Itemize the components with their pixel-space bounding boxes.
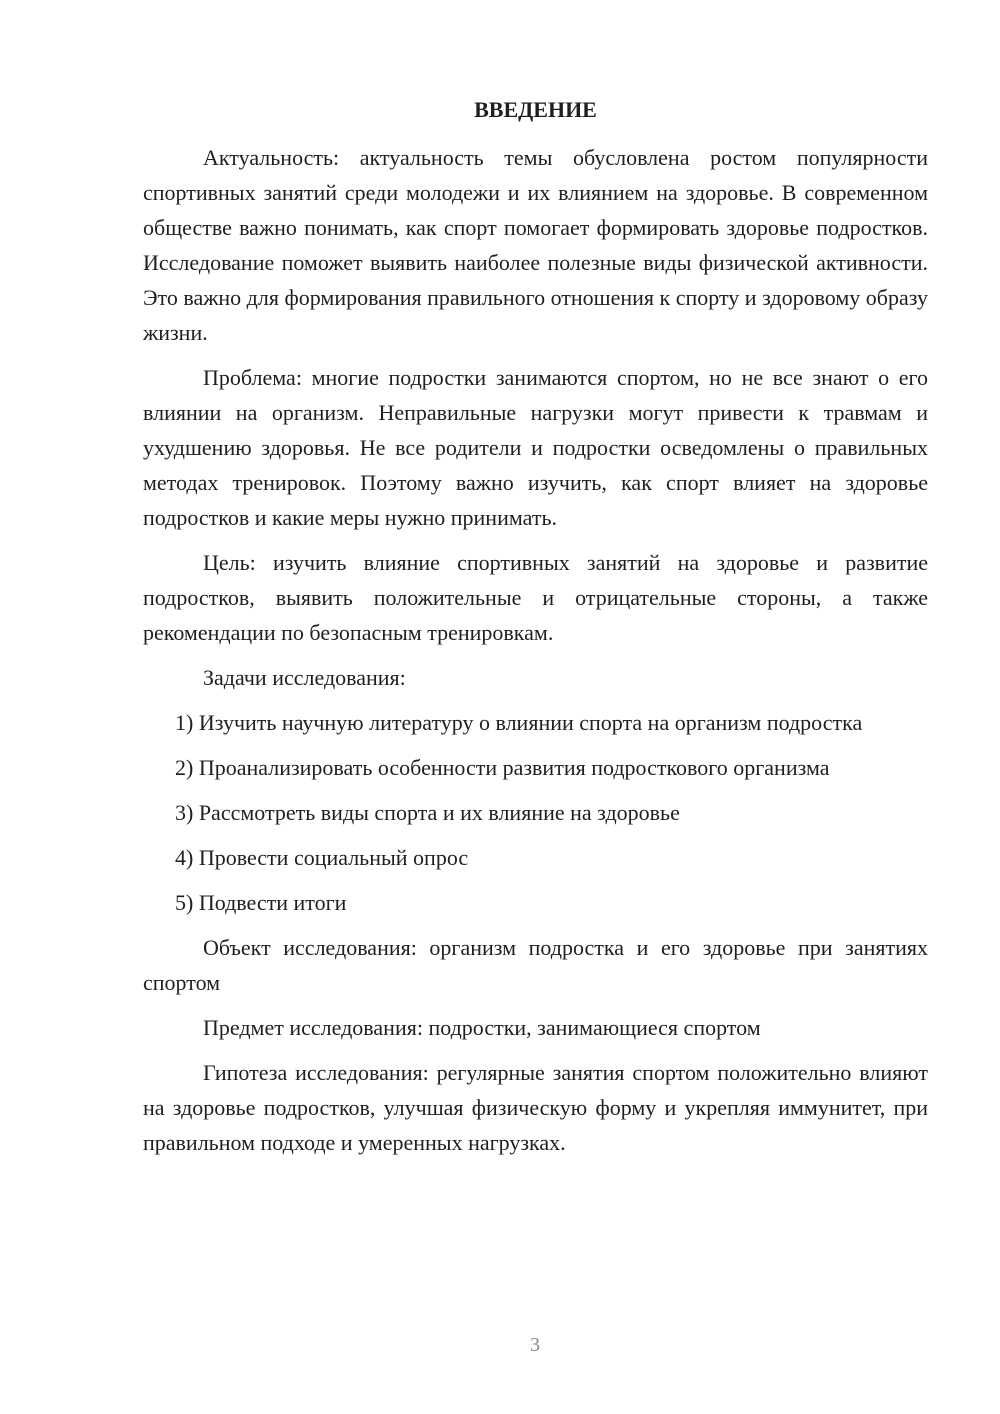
page-title: ВВЕДЕНИЕ [474, 97, 597, 122]
page-number: 3 [530, 1334, 540, 1356]
subject-paragraph: Предмет исследования: подростки, занимающиеся спортом [203, 1015, 761, 1040]
task-item-3: 3) Рассмотреть виды спорта и их влияние на здоровье [175, 800, 680, 825]
task-item-1: 1) Изучить научную литературу о влиянии спорта на организм подростка [175, 710, 863, 735]
task-list [143, 705, 928, 920]
tasks-heading: Задачи исследования: [203, 665, 406, 690]
object-paragraph: Объект исследования: организм подростка и его здоровье при занятиях спортом [143, 935, 928, 995]
goal-paragraph: Цель: изучить влияние спортивных занятий на здоровье и развитие подростков, выявить положительные и отрицательные стороны, а также рекомендации по безопасным тренировкам. [143, 550, 928, 645]
page-content [143, 95, 928, 1170]
task-item-4: 4) Провести социальный опрос [175, 845, 469, 870]
task-item-2: 2) Проанализировать особенности развития подросткового организма [175, 755, 830, 780]
task-item-5: 5) Подвести итоги [175, 890, 347, 915]
hypothesis-paragraph: Гипотеза исследования: регулярные занятия спортом положительно влияют на здоровье подростков, улучшая физическую форму и укрепляя иммунитет, при правильном подходе и умеренных нагрузках. [143, 1060, 928, 1155]
relevance-paragraph: Актуальность: актуальность темы обусловлена ростом популярности спортивных занятий среди молодежи и их влиянием на здоровье. В современном обществе важно понимать, как спорт помогает формировать здоровье подростков. Исследование поможет выявить наиболее полезные виды физической активности. Это важно для формирования правильного отношения к спорту и здоровому образу жизни. [143, 145, 928, 345]
problem-paragraph: Проблема: многие подростки занимаются спортом, но не все знают о его влиянии на организм. Неправильные нагрузки могут привести к травмам и ухудшению здоровья. Не все родители и подростки осведомлены о правильных методах тренировок. Поэтому важно изучить, как спорт влияет на здоровье подростков и какие меры нужно принимать. [143, 365, 928, 530]
